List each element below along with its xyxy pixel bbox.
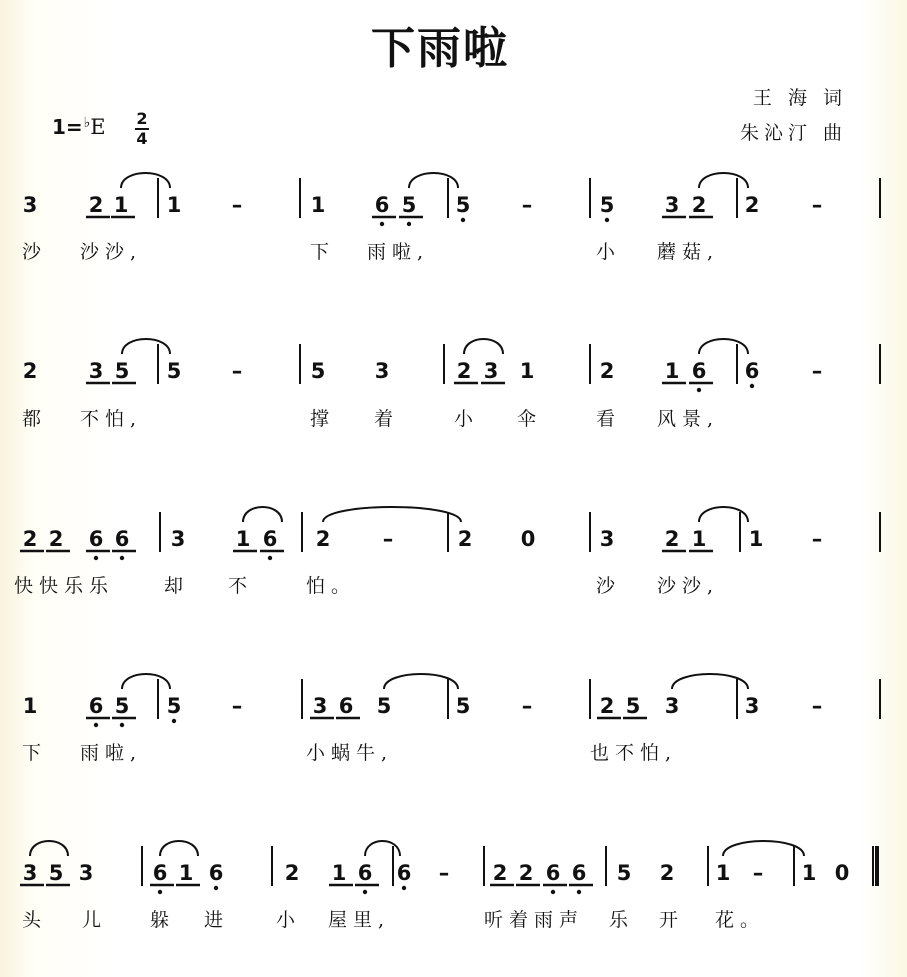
dash-mark: – (231, 359, 243, 383)
lyric-text: 蘑菇, (657, 241, 720, 263)
note: 3 (312, 694, 328, 718)
note: 5 (376, 694, 392, 718)
note: 5 (599, 193, 615, 217)
note: 6 (691, 359, 707, 383)
tie-arc (699, 173, 748, 188)
low-octave-dot (605, 218, 609, 222)
dash-mark: – (811, 694, 823, 718)
low-octave-dot (697, 388, 701, 392)
lyric-text: 小 (276, 909, 302, 931)
lyric-text: 沙 (596, 575, 622, 597)
note: 2 (48, 527, 64, 551)
tie-arc (160, 841, 198, 856)
low-octave-dot (120, 556, 124, 560)
tie-arc (243, 507, 282, 522)
note: 6 (357, 861, 373, 885)
note: 1 (691, 527, 707, 551)
dash-mark: – (521, 694, 533, 718)
song-title: 下雨啦 (371, 23, 509, 74)
lyric-text: 风景, (657, 408, 720, 430)
score-line-4 (22, 674, 880, 764)
lyric-text: 头 (22, 909, 48, 931)
lyric-text: 儿 (82, 909, 108, 931)
note: 1 (801, 861, 817, 885)
note: 5 (166, 694, 182, 718)
time-signature-top: 2 (136, 109, 148, 128)
low-octave-dot (577, 890, 581, 894)
note: 2 (88, 193, 104, 217)
note: 6 (571, 861, 587, 885)
note: 0 (520, 527, 536, 551)
note: 5 (166, 359, 182, 383)
composer-credit: 朱沁汀 曲 (739, 122, 847, 144)
note: 2 (456, 359, 472, 383)
note: 1 (178, 861, 194, 885)
low-octave-dot (402, 886, 406, 890)
lyric-text: 伞 (517, 408, 543, 430)
lyric-text: 沙沙, (80, 241, 143, 263)
lyric-text: 躲 (150, 909, 176, 931)
note: 3 (374, 359, 390, 383)
note: 5 (455, 193, 471, 217)
lyric-text: 不怕, (80, 408, 143, 430)
note: 1 (235, 527, 251, 551)
tie-arc (122, 339, 170, 354)
note: 6 (88, 527, 104, 551)
low-octave-dot (380, 222, 384, 226)
note: 6 (374, 193, 390, 217)
note: 6 (152, 861, 168, 885)
low-octave-dot (551, 890, 555, 894)
note: 6 (396, 861, 412, 885)
note: 6 (545, 861, 561, 885)
note: 2 (284, 861, 300, 885)
note: 6 (88, 694, 104, 718)
note: 6 (262, 527, 278, 551)
note: 1 (166, 193, 182, 217)
dash-mark: – (752, 861, 764, 885)
note: 1 (22, 694, 38, 718)
tie-arc (699, 339, 748, 354)
note: 3 (22, 193, 38, 217)
dash-mark: – (811, 193, 823, 217)
note: 2 (664, 527, 680, 551)
lyric-text: 开 (659, 909, 685, 931)
lyricist-credit: 王 海 词 (752, 87, 847, 109)
lyric-text: 下 (22, 742, 48, 764)
lyric-text: 屋里, (328, 909, 391, 931)
note: 3 (88, 359, 104, 383)
tie-arc (323, 507, 461, 522)
tie-arc (30, 841, 68, 856)
key-letter: E (90, 115, 106, 139)
lyric-text: 看 (596, 408, 622, 430)
note: 5 (114, 694, 130, 718)
score-line-1 (22, 173, 880, 263)
tie-arc (121, 173, 170, 188)
tie-arc (365, 841, 400, 856)
low-octave-dot (120, 723, 124, 727)
note: 1 (113, 193, 129, 217)
lyric-text: 撑 (310, 408, 336, 430)
note: 2 (22, 527, 38, 551)
score-line-2 (22, 339, 880, 430)
lyric-text: 却 (164, 575, 190, 597)
note: 6 (744, 359, 760, 383)
lyric-text: 快快乐乐 (14, 575, 115, 597)
note: 3 (22, 861, 38, 885)
note: 5 (625, 694, 641, 718)
low-octave-dot (407, 222, 411, 226)
dash-mark: – (438, 861, 450, 885)
dash-mark: – (231, 694, 243, 718)
score-line-5 (20, 841, 877, 931)
note: 2 (599, 694, 615, 718)
lyric-text: 也不怕, (590, 742, 678, 764)
note: 3 (664, 694, 680, 718)
lyric-text: 下 (310, 241, 336, 263)
dash-mark: – (521, 193, 533, 217)
dash-mark: – (811, 359, 823, 383)
note: 6 (338, 694, 354, 718)
lyric-text: 小 (596, 241, 622, 263)
note: 2 (22, 359, 38, 383)
dash-mark: – (811, 527, 823, 551)
tie-arc (384, 674, 458, 689)
note: 2 (691, 193, 707, 217)
lyric-text: 雨啦, (367, 241, 430, 263)
low-octave-dot (214, 886, 218, 890)
dash-mark: – (382, 527, 394, 551)
low-octave-dot (268, 556, 272, 560)
low-octave-dot (750, 384, 754, 388)
flat-sign: ♭ (83, 115, 91, 131)
note: 1 (748, 527, 764, 551)
dash-mark: – (231, 193, 243, 217)
note: 2 (599, 359, 615, 383)
note: 3 (78, 861, 94, 885)
note: 5 (114, 359, 130, 383)
note: 5 (310, 359, 326, 383)
tie-arc (122, 674, 170, 689)
note: 1 (519, 359, 535, 383)
lyric-text: 小 (454, 408, 480, 430)
note: 2 (492, 861, 508, 885)
lyric-text: 乐 (609, 909, 635, 931)
lyric-text: 进 (204, 909, 230, 931)
note: 5 (455, 694, 471, 718)
note: 2 (744, 193, 760, 217)
note: 3 (744, 694, 760, 718)
note: 2 (315, 527, 331, 551)
tie-arc (464, 339, 503, 354)
note: 2 (518, 861, 534, 885)
note: 1 (715, 861, 731, 885)
note: 5 (616, 861, 632, 885)
low-octave-dot (363, 890, 367, 894)
low-octave-dot (461, 218, 465, 222)
note: 1 (664, 359, 680, 383)
note: 3 (483, 359, 499, 383)
note: 6 (114, 527, 130, 551)
lyric-text: 沙 (22, 241, 48, 263)
lyric-text: 小蜗牛, (306, 742, 394, 764)
low-octave-dot (158, 890, 162, 894)
note: 2 (457, 527, 473, 551)
note: 2 (659, 861, 675, 885)
tie-arc (723, 841, 804, 856)
lyric-text: 听着雨声 (484, 909, 585, 931)
note: 0 (834, 861, 850, 885)
time-signature-bottom: 4 (136, 129, 148, 148)
lyric-text: 花。 (715, 909, 766, 931)
low-octave-dot (94, 723, 98, 727)
low-octave-dot (94, 556, 98, 560)
note: 1 (310, 193, 326, 217)
note: 1 (331, 861, 347, 885)
note: 6 (208, 861, 224, 885)
note: 5 (48, 861, 64, 885)
note: 3 (664, 193, 680, 217)
score-line-3 (14, 507, 880, 597)
note: 5 (401, 193, 417, 217)
low-octave-dot (172, 719, 176, 723)
lyric-text: 沙沙, (657, 575, 720, 597)
lyric-text: 不 (228, 575, 254, 597)
note: 3 (170, 527, 186, 551)
lyric-text: 雨啦, (80, 742, 143, 764)
lyric-text: 着 (374, 408, 400, 430)
lyric-text: 怕。 (306, 575, 357, 597)
note: 3 (599, 527, 615, 551)
key-prefix: 1= (52, 115, 83, 139)
tie-arc (409, 173, 458, 188)
lyric-text: 都 (22, 408, 48, 430)
